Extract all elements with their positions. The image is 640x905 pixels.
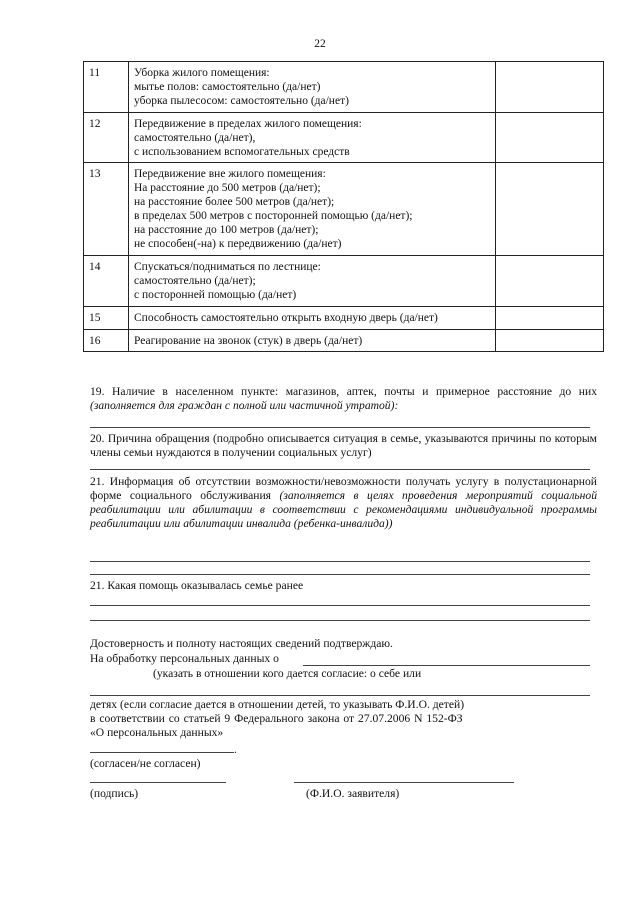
section-19 [90, 385, 597, 413]
section-21-info-answer-line-1[interactable] [90, 561, 590, 562]
consent-subject-line[interactable] [90, 695, 590, 696]
row-description [129, 163, 496, 255]
row-description-line: в пределах 500 метров с посторонней помощью (да/нет); [134, 210, 413, 223]
personal-data-consent-label: На обработку персональных данных о [90, 652, 279, 665]
row-description-line: Реагирование на звонок (стук) в дверь (да/нет) [134, 334, 363, 347]
row-description-line: Уборка жилого помещения: [134, 67, 270, 79]
row-description [129, 255, 496, 306]
applicant-name-field[interactable] [294, 782, 514, 783]
section-21-help-answer-line-2[interactable] [90, 620, 590, 621]
row-description [129, 306, 496, 329]
row-number: 14 [84, 255, 129, 306]
row-description-line: не способен(-на) к передвижению (да/нет) [134, 237, 342, 250]
consent-label: (согласен/не согласен) [90, 757, 201, 770]
law-title: «О персональных данных» [90, 726, 224, 739]
row-description-line: Способность самостоятельно открыть входную дверь (да/нет) [134, 311, 438, 324]
section-21-help-text: 21. Какая помощь оказывалась семье ранее [90, 579, 304, 592]
section-19-answer-line[interactable] [90, 427, 590, 428]
law-reference: в соответствии со статьей 9 Федерального закона от 27.07.2006 N 152-ФЗ [90, 712, 463, 725]
row-number: 15 [84, 306, 129, 329]
row-description-line: на расстояние более 500 метров (да/нет); [134, 196, 335, 209]
section-19-text: 19. Наличие в населенном пункте: магазинов, аптек, почты и примерное расстояние до них [90, 385, 597, 398]
signature-field[interactable] [90, 782, 226, 783]
personal-data-subject-field[interactable] [303, 665, 590, 666]
row-number: 13 [84, 163, 129, 255]
row-answer-cell[interactable] [496, 62, 604, 113]
consent-field[interactable] [90, 752, 234, 753]
table-row [84, 255, 604, 306]
row-description-line: на расстояние до 100 метров (да/нет); [134, 224, 319, 237]
row-description-line: Спускаться/подниматься по лестнице: [134, 260, 321, 273]
consent-subject-hint: (указать в отношении кого дается согласие: о себе или [153, 667, 422, 680]
row-description-line: с использованием вспомогательных средств [134, 145, 350, 158]
section-20-text: 20. Причина обращения (подробно описывается ситуация в семье, указываются причины по которым члены семьи нуждаются в получении социальных услуг) [90, 432, 597, 459]
section-21-help-answer-line-1[interactable] [90, 605, 590, 606]
row-number: 11 [84, 62, 129, 113]
row-answer-cell[interactable] [496, 163, 604, 255]
row-description-line: уборка пылесосом: самостоятельно (да/нет) [134, 94, 349, 107]
applicant-name-label: (Ф.И.О. заявителя) [306, 787, 400, 800]
row-description-line: самостоятельно (да/нет), [134, 131, 256, 144]
confirm-statement: Достоверность и полноту настоящих сведений подтверждаю. [90, 637, 393, 650]
assessment-table [83, 61, 604, 352]
page-number: 22 [314, 38, 326, 50]
section-21-info [90, 475, 597, 531]
section-21-info-text: 21. Информация об отсутствии возможности/невозможности получать услугу в полустационарной форме социального обслуживания [90, 475, 597, 502]
row-answer-cell[interactable] [496, 112, 604, 163]
row-description-line: Передвижение вне жилого помещения: [134, 168, 326, 181]
row-description-line: с посторонней помощью (да/нет) [134, 288, 297, 301]
row-answer-cell[interactable] [496, 306, 604, 329]
row-description [129, 62, 496, 113]
row-description-line: Передвижение в пределах жилого помещения: [134, 117, 362, 130]
row-description [129, 112, 496, 163]
children-note: детях (если согласие дается в отношении детей, то указывать Ф.И.О. детей) [90, 698, 465, 711]
section-19-note: (заполняется для граждан с полной или частичной утратой): [90, 399, 399, 412]
section-21-info-answer-line-2[interactable] [90, 574, 590, 575]
table-row [84, 306, 604, 329]
row-description-line: мытье полов: самостоятельно (да/нет) [134, 80, 321, 93]
table-row [84, 112, 604, 163]
section-21-info-note: (заполняется в целях проведения мероприятий социальной реабилитации или абилитации в соответствии с рекомендациями индивидуальной программы реабилитации или абилитации инвалида (ребенка-инвалида)) [90, 489, 597, 530]
table-row [84, 329, 604, 352]
row-description-line: самостоятельно (да/нет); [134, 274, 256, 287]
row-description [129, 329, 496, 352]
section-20-answer-line[interactable] [90, 469, 590, 470]
section-21-help [90, 579, 597, 593]
row-number: 16 [84, 329, 129, 352]
row-answer-cell[interactable] [496, 255, 604, 306]
row-answer-cell[interactable] [496, 329, 604, 352]
row-number: 12 [84, 112, 129, 163]
consent-field-end: . [234, 743, 237, 756]
section-20 [90, 432, 597, 460]
signature-label: (подпись) [90, 787, 139, 800]
table-row [84, 163, 604, 255]
row-description-line: На расстояние до 500 метров (да/нет); [134, 182, 321, 195]
table-row [84, 62, 604, 113]
